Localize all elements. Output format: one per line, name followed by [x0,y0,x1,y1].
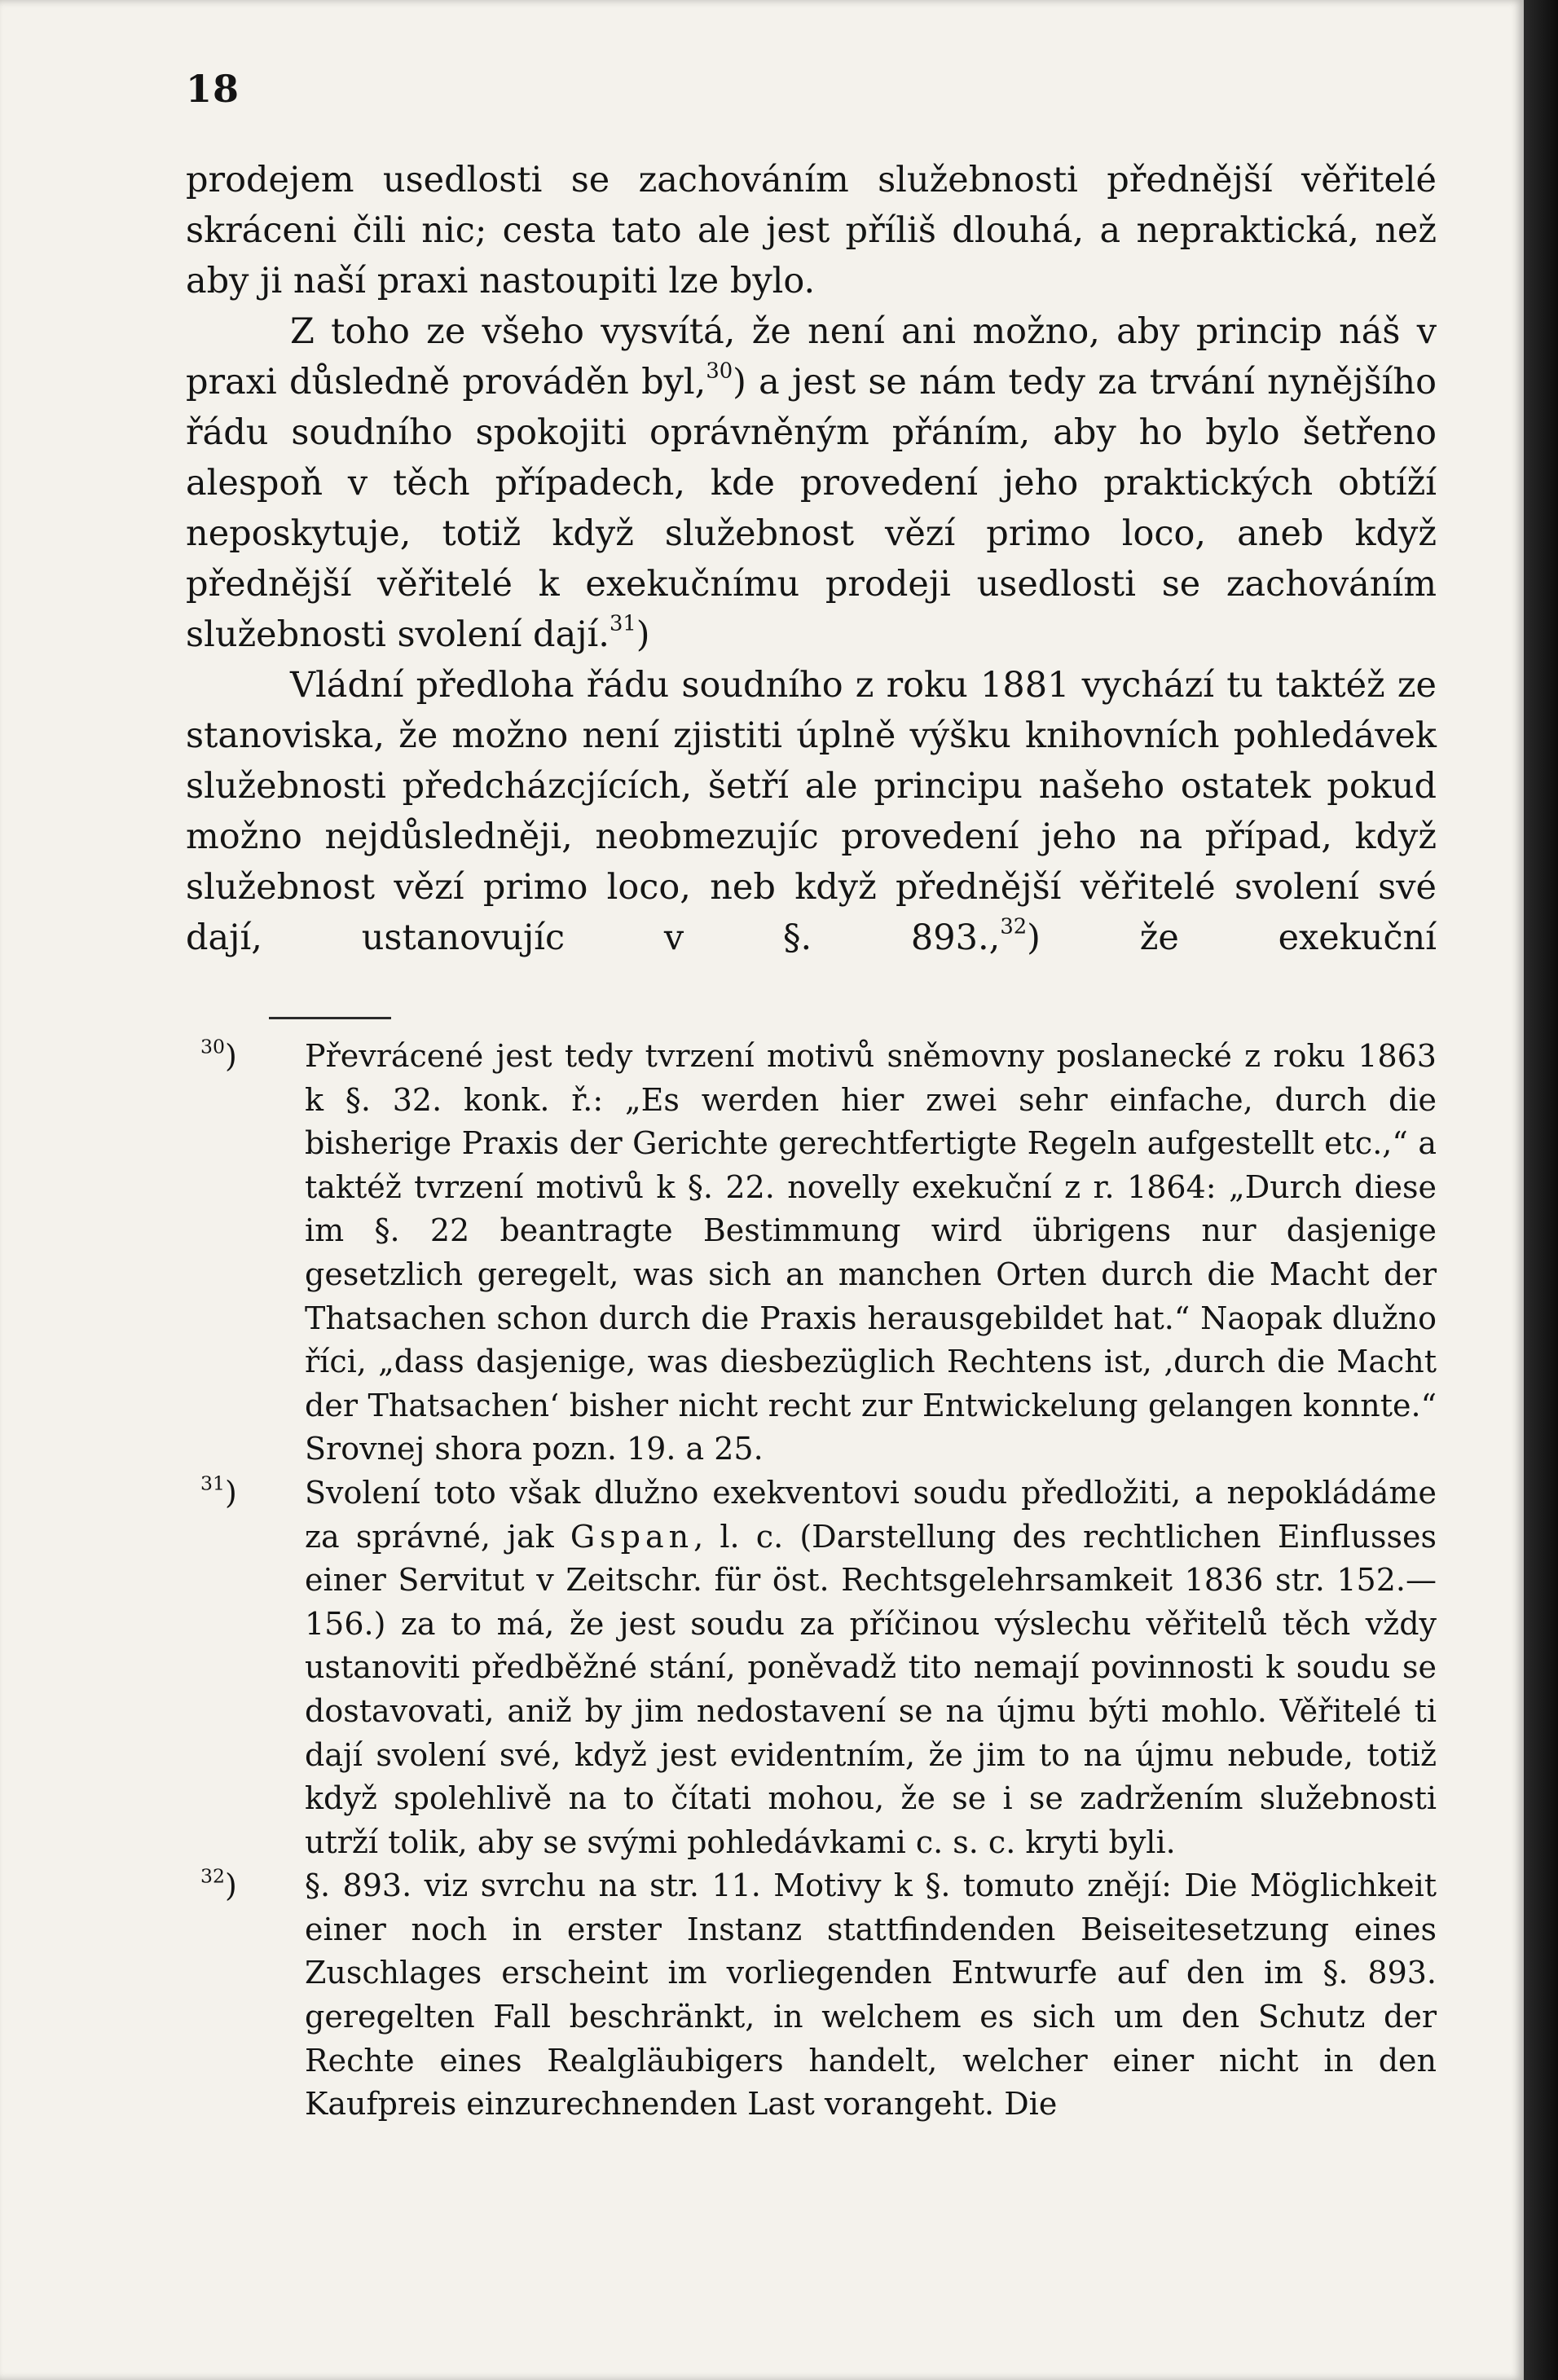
paragraph-3-text-start: Vládní předloha řádu soudního z roku 1881 vychází tu taktéž ze stanoviska, že možno není zjistiti úplně výšku knihovních pohledávek služebnosti předcházcjících, šetří ale principu našeho ostatek pokud možno nejdůsledněji, neobmezujíc provedení jeho na případ, když služebnost vězí primo loco, neb když přednější věřitelé svolení své dají, ustanovujíc v §. 893., [186,665,1437,958]
footnote-32 [186,1864,1437,2127]
footnote-32-text: §. 893. viz svrchu na str. 11. Motivy k §. tomuto znějí: Die Möglichkeit einer noch in erster Instanz stattfindenden Beiseitesetzung eines Zuschlages erscheint im vorliegenden Entwurfe auf den im §. 893. geregelten Fall beschränkt, in welchem es sich um den Schutz der Rechte eines Realgläubigers handelt, welcher einer nicht in den Kaufpreis einzurechnenden Last vorangeht. Die [305,1867,1437,2123]
footnote-marker-30 [200,1035,237,1079]
paragraph-1 [186,155,1437,306]
paragraph-2-text-end: ) [636,614,650,655]
footnote-divider [269,1017,391,1019]
footnote-30 [186,1035,1437,1472]
paragraph-3-text-end: ) že exekuční [1027,917,1437,958]
author-name-gspan: Gspan [570,1518,694,1555]
paragraph-2 [186,306,1437,660]
paragraph-2-text-middle: ) a jest se nám tedy za trvání nynějšího řádu soudního spokojiti oprávněným přáním, aby ho bylo šetřeno alespoň v těch případech, kde provedení jeho praktických obtíží neposkytuje, totiž když služebnost vězí primo loco, aneb když přednější věřitelé k exekučnímu prodeji usedlosti se zachováním služebnosti svolení dají. [186,362,1437,655]
footnote-marker-31-paren: ) [224,1474,237,1511]
footnote-ref-32[interactable]: 32 [1000,914,1028,939]
footnote-31-text-start: Svolení toto však dlužno exekventovi soudu předložiti, a nepokládáme za správné, jak [305,1474,1437,1555]
footnote-marker-31-number: 31 [200,1472,225,1495]
footnote-marker-30-paren: ) [224,1038,237,1074]
main-text [186,155,1437,963]
footnote-30-text: Převrácené jest tedy tvrzení motivů sněmovny poslanecké z roku 1863 k §. 32. konk. ř.: „Es werden hier zwei sehr einfache, durch die bisherige Praxis der Gerichte gerechtfertigte Regeln aufgestellt etc.,“ a taktéž tvrzení motivů k §. 22. novelly exekuční z r. 1864: „Durch diese im §. 22 beantragte Bestimmung wird übrigens nur dasjenige gesetzlich geregelt, was sich an manchen Orten durch die Macht der Thatsachen schon durch die Praxis herausgebildet hat.“ Naopak dlužno říci, „dass dasjenige, was diesbezüglich Rechtens ist, ‚durch die Macht der Thatsachen‘ bisher nicht recht zur Entwickelung gelangen konnte.“ Srovnej shora pozn. 19. a 25. [305,1038,1437,1467]
footnote-31 [186,1472,1437,1864]
book-edge-shadow [1524,0,1558,2380]
footnotes [186,1035,1437,2127]
footnote-ref-30[interactable]: 30 [706,359,733,384]
paragraph-2-text-start: Z toho ze všeho vysvítá, že není ani možno, aby princip náš v praxi důsledně prováděn byl, [186,311,1437,403]
paragraph-3 [186,660,1437,963]
footnote-marker-32-paren: ) [224,1867,237,1904]
footnote-ref-31[interactable]: 31 [609,611,636,636]
footnote-marker-31 [200,1472,237,1516]
page-number: 18 [186,67,240,111]
paragraph-1-text: prodejem usedlosti se zachováním služebnosti přednější věřitelé skráceni čili nic; cesta tato ale jest příliš dlouhá, a nepraktická, než aby ji naší praxi nastoupiti lze bylo. [186,160,1437,301]
footnote-31-text-end: , l. c. (Darstellung des rechtlichen Einflusses einer Servitut v Zeitschr. für öst. Rechtsgelehrsamkeit 1836 str. 152.—156.) za to má, že jest soudu za příčinou výslechu věřitelů těch vždy ustanoviti předběžné stání, poněvadž tito nemají povinnosti k soudu se dostavovati, aniž by jim nedostavení se na újmu býti mohlo. Věřitelé ti dají svolení své, když jest evidentním, že jim to na újmu nebude, totiž když spolehlivě na to čítati mohou, že se i se zadržením služebnosti utrží tolik, aby se svými pohledávkami c. s. c. kryti byli. [305,1518,1437,1860]
footnote-marker-32-number: 32 [200,1864,225,1888]
footnote-marker-32 [200,1864,237,1908]
footnote-marker-30-number: 30 [200,1035,225,1058]
